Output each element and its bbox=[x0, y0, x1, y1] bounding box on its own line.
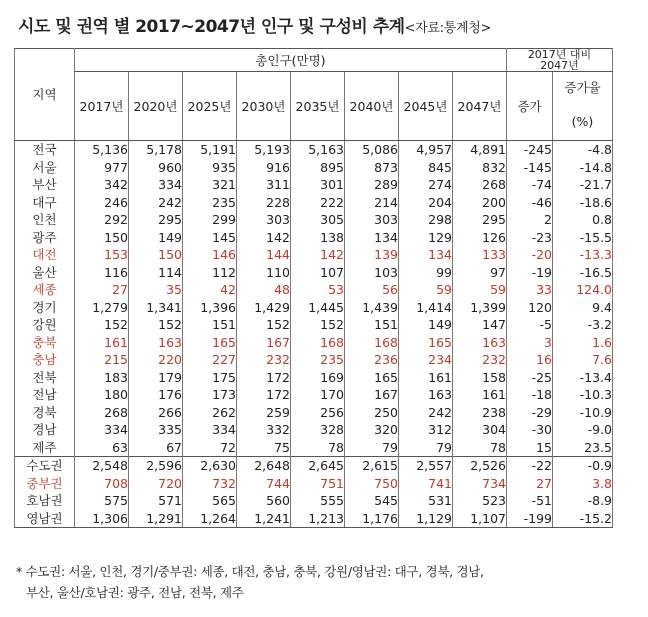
increase-cell: -22 bbox=[507, 457, 553, 475]
value-cell: 977 bbox=[75, 159, 129, 177]
value-cell: 168 bbox=[345, 334, 399, 352]
increase-cell: -245 bbox=[507, 141, 553, 159]
header-year-2017: 2017년 bbox=[75, 72, 129, 141]
value-cell: 1,414 bbox=[399, 299, 453, 317]
rate-cell: -13.4 bbox=[553, 369, 613, 387]
value-cell: 2,557 bbox=[399, 457, 453, 475]
region-cell: 호남권 bbox=[15, 492, 75, 510]
value-cell: 259 bbox=[237, 404, 291, 422]
value-cell: 708 bbox=[75, 475, 129, 493]
value-cell: 4,957 bbox=[399, 141, 453, 159]
rate-cell: -15.5 bbox=[553, 229, 613, 247]
value-cell: 172 bbox=[237, 386, 291, 404]
increase-cell: -29 bbox=[507, 404, 553, 422]
table-row bbox=[15, 475, 613, 493]
value-cell: 895 bbox=[291, 159, 345, 177]
value-cell: 129 bbox=[399, 229, 453, 247]
value-cell: 139 bbox=[345, 246, 399, 264]
value-cell: 1,213 bbox=[291, 510, 345, 528]
value-cell: 311 bbox=[237, 176, 291, 194]
region-cell: 서울 bbox=[15, 159, 75, 177]
value-cell: 268 bbox=[75, 404, 129, 422]
value-cell: 5,193 bbox=[237, 141, 291, 159]
value-cell: 250 bbox=[345, 404, 399, 422]
value-cell: 960 bbox=[129, 159, 183, 177]
header-year-2047: 2047년 bbox=[453, 72, 507, 141]
header-year-2025: 2025년 bbox=[183, 72, 237, 141]
value-cell: 242 bbox=[399, 404, 453, 422]
value-cell: 99 bbox=[399, 264, 453, 282]
value-cell: 320 bbox=[345, 421, 399, 439]
value-cell: 295 bbox=[453, 211, 507, 229]
value-cell: 145 bbox=[183, 229, 237, 247]
value-cell: 114 bbox=[129, 264, 183, 282]
value-cell: 732 bbox=[183, 475, 237, 493]
rate-cell: -10.9 bbox=[553, 404, 613, 422]
value-cell: 220 bbox=[129, 351, 183, 369]
region-cell: 충북 bbox=[15, 334, 75, 352]
value-cell: 334 bbox=[75, 421, 129, 439]
value-cell: 126 bbox=[453, 229, 507, 247]
value-cell: 304 bbox=[453, 421, 507, 439]
value-cell: 1,399 bbox=[453, 299, 507, 317]
value-cell: 2,548 bbox=[75, 457, 129, 475]
value-cell: 144 bbox=[237, 246, 291, 264]
value-cell: 266 bbox=[129, 404, 183, 422]
value-cell: 133 bbox=[453, 246, 507, 264]
value-cell: 274 bbox=[399, 176, 453, 194]
value-cell: 565 bbox=[183, 492, 237, 510]
value-cell: 146 bbox=[183, 246, 237, 264]
value-cell: 1,429 bbox=[237, 299, 291, 317]
value-cell: 560 bbox=[237, 492, 291, 510]
table-row bbox=[15, 281, 613, 299]
value-cell: 75 bbox=[237, 439, 291, 457]
table-row bbox=[15, 316, 613, 334]
value-cell: 152 bbox=[75, 316, 129, 334]
value-cell: 935 bbox=[183, 159, 237, 177]
footnote-line-1: * 수도권: 서울, 인천, 경기/중부권: 세종, 대전, 충남, 충북, 강원/영남권: 대구, 경북, 경남, bbox=[16, 564, 484, 579]
value-cell: 741 bbox=[399, 475, 453, 493]
increase-cell: 27 bbox=[507, 475, 553, 493]
rate-cell: -8.9 bbox=[553, 492, 613, 510]
footnote bbox=[16, 561, 636, 603]
increase-cell: -145 bbox=[507, 159, 553, 177]
value-cell: 4,891 bbox=[453, 141, 507, 159]
rate-cell: -9.0 bbox=[553, 421, 613, 439]
value-cell: 750 bbox=[345, 475, 399, 493]
increase-cell: -25 bbox=[507, 369, 553, 387]
header-year-2020: 2020년 bbox=[129, 72, 183, 141]
region-cell: 대전 bbox=[15, 246, 75, 264]
value-cell: 59 bbox=[399, 281, 453, 299]
rate-cell: 3.8 bbox=[553, 475, 613, 493]
table-row bbox=[15, 404, 613, 422]
value-cell: 1,107 bbox=[453, 510, 507, 528]
value-cell: 147 bbox=[453, 316, 507, 334]
value-cell: 1,396 bbox=[183, 299, 237, 317]
value-cell: 215 bbox=[75, 351, 129, 369]
region-cell: 전남 bbox=[15, 386, 75, 404]
value-cell: 204 bbox=[399, 194, 453, 212]
table-row bbox=[15, 457, 613, 475]
value-cell: 152 bbox=[237, 316, 291, 334]
value-cell: 334 bbox=[183, 421, 237, 439]
table-row bbox=[15, 510, 613, 528]
value-cell: 170 bbox=[291, 386, 345, 404]
value-cell: 751 bbox=[291, 475, 345, 493]
region-cell: 경북 bbox=[15, 404, 75, 422]
value-cell: 168 bbox=[291, 334, 345, 352]
header-increase: 증가 bbox=[507, 72, 553, 141]
rate-cell: 1.6 bbox=[553, 334, 613, 352]
increase-cell: -5 bbox=[507, 316, 553, 334]
value-cell: 238 bbox=[453, 404, 507, 422]
value-cell: 916 bbox=[237, 159, 291, 177]
value-cell: 103 bbox=[345, 264, 399, 282]
value-cell: 5,163 bbox=[291, 141, 345, 159]
value-cell: 292 bbox=[75, 211, 129, 229]
value-cell: 246 bbox=[75, 194, 129, 212]
table-row bbox=[15, 211, 613, 229]
value-cell: 27 bbox=[75, 281, 129, 299]
table-row bbox=[15, 194, 613, 212]
value-cell: 72 bbox=[183, 439, 237, 457]
value-cell: 175 bbox=[183, 369, 237, 387]
value-cell: 256 bbox=[291, 404, 345, 422]
footnote-line-2: 부산, 울산/호남권: 광주, 전남, 전북, 제주 bbox=[26, 585, 244, 600]
value-cell: 235 bbox=[291, 351, 345, 369]
value-cell: 151 bbox=[345, 316, 399, 334]
increase-cell: -199 bbox=[507, 510, 553, 528]
value-cell: 172 bbox=[237, 369, 291, 387]
header-rate: 증가율 bbox=[553, 72, 613, 104]
value-cell: 301 bbox=[291, 176, 345, 194]
value-cell: 575 bbox=[75, 492, 129, 510]
value-cell: 107 bbox=[291, 264, 345, 282]
increase-cell: -20 bbox=[507, 246, 553, 264]
header-year-2035: 2035년 bbox=[291, 72, 345, 141]
value-cell: 5,136 bbox=[75, 141, 129, 159]
region-cell: 인천 bbox=[15, 211, 75, 229]
region-cell: 경기 bbox=[15, 299, 75, 317]
value-cell: 2,526 bbox=[453, 457, 507, 475]
increase-cell: 33 bbox=[507, 281, 553, 299]
region-cell: 전북 bbox=[15, 369, 75, 387]
increase-cell: 3 bbox=[507, 334, 553, 352]
table-row bbox=[15, 334, 613, 352]
value-cell: 222 bbox=[291, 194, 345, 212]
rate-cell: 9.4 bbox=[553, 299, 613, 317]
value-cell: 873 bbox=[345, 159, 399, 177]
value-cell: 1,306 bbox=[75, 510, 129, 528]
value-cell: 235 bbox=[183, 194, 237, 212]
increase-cell: -51 bbox=[507, 492, 553, 510]
increase-cell: -18 bbox=[507, 386, 553, 404]
value-cell: 5,191 bbox=[183, 141, 237, 159]
value-cell: 242 bbox=[129, 194, 183, 212]
value-cell: 228 bbox=[237, 194, 291, 212]
value-cell: 1,241 bbox=[237, 510, 291, 528]
value-cell: 150 bbox=[75, 229, 129, 247]
table-row bbox=[15, 386, 613, 404]
value-cell: 173 bbox=[183, 386, 237, 404]
value-cell: 167 bbox=[345, 386, 399, 404]
value-cell: 234 bbox=[399, 351, 453, 369]
table-row bbox=[15, 159, 613, 177]
value-cell: 200 bbox=[453, 194, 507, 212]
region-cell: 대구 bbox=[15, 194, 75, 212]
value-cell: 79 bbox=[399, 439, 453, 457]
value-cell: 165 bbox=[183, 334, 237, 352]
rate-cell: -3.2 bbox=[553, 316, 613, 334]
value-cell: 232 bbox=[237, 351, 291, 369]
rate-cell: -18.6 bbox=[553, 194, 613, 212]
rate-cell: 23.5 bbox=[553, 439, 613, 457]
value-cell: 42 bbox=[183, 281, 237, 299]
value-cell: 832 bbox=[453, 159, 507, 177]
rate-cell: -16.5 bbox=[553, 264, 613, 282]
value-cell: 163 bbox=[453, 334, 507, 352]
value-cell: 176 bbox=[129, 386, 183, 404]
table-row bbox=[15, 299, 613, 317]
value-cell: 79 bbox=[345, 439, 399, 457]
population-table bbox=[14, 48, 613, 528]
rate-cell: 7.6 bbox=[553, 351, 613, 369]
value-cell: 332 bbox=[237, 421, 291, 439]
increase-cell: 16 bbox=[507, 351, 553, 369]
header-compare-text: 2017년 대비 2047년 bbox=[527, 48, 592, 72]
region-cell: 수도권 bbox=[15, 457, 75, 475]
value-cell: 1,341 bbox=[129, 299, 183, 317]
value-cell: 165 bbox=[399, 334, 453, 352]
value-cell: 150 bbox=[129, 246, 183, 264]
value-cell: 183 bbox=[75, 369, 129, 387]
value-cell: 5,178 bbox=[129, 141, 183, 159]
table-row bbox=[15, 369, 613, 387]
value-cell: 67 bbox=[129, 439, 183, 457]
region-cell: 경남 bbox=[15, 421, 75, 439]
table-row bbox=[15, 176, 613, 194]
value-cell: 545 bbox=[345, 492, 399, 510]
value-cell: 161 bbox=[453, 386, 507, 404]
rate-cell: -0.9 bbox=[553, 457, 613, 475]
region-cell: 부산 bbox=[15, 176, 75, 194]
title-main: 시도 및 권역 별 2017~2047년 인구 및 구성비 추계 bbox=[18, 17, 405, 37]
value-cell: 531 bbox=[399, 492, 453, 510]
value-cell: 165 bbox=[345, 369, 399, 387]
region-cell: 제주 bbox=[15, 439, 75, 457]
value-cell: 5,086 bbox=[345, 141, 399, 159]
value-cell: 262 bbox=[183, 404, 237, 422]
region-cell: 울산 bbox=[15, 264, 75, 282]
value-cell: 180 bbox=[75, 386, 129, 404]
title-source: <자료:통계청> bbox=[404, 21, 492, 36]
value-cell: 163 bbox=[399, 386, 453, 404]
table-body bbox=[15, 141, 613, 528]
value-cell: 2,645 bbox=[291, 457, 345, 475]
value-cell: 158 bbox=[453, 369, 507, 387]
value-cell: 845 bbox=[399, 159, 453, 177]
increase-cell: -19 bbox=[507, 264, 553, 282]
value-cell: 1,279 bbox=[75, 299, 129, 317]
value-cell: 112 bbox=[183, 264, 237, 282]
region-cell: 충남 bbox=[15, 351, 75, 369]
region-cell: 세종 bbox=[15, 281, 75, 299]
value-cell: 236 bbox=[345, 351, 399, 369]
value-cell: 1,445 bbox=[291, 299, 345, 317]
increase-cell: 2 bbox=[507, 211, 553, 229]
value-cell: 2,596 bbox=[129, 457, 183, 475]
value-cell: 53 bbox=[291, 281, 345, 299]
value-cell: 149 bbox=[399, 316, 453, 334]
value-cell: 523 bbox=[453, 492, 507, 510]
value-cell: 163 bbox=[129, 334, 183, 352]
value-cell: 153 bbox=[75, 246, 129, 264]
value-cell: 169 bbox=[291, 369, 345, 387]
value-cell: 167 bbox=[237, 334, 291, 352]
value-cell: 312 bbox=[399, 421, 453, 439]
value-cell: 232 bbox=[453, 351, 507, 369]
value-cell: 142 bbox=[237, 229, 291, 247]
table-row bbox=[15, 264, 613, 282]
value-cell: 161 bbox=[399, 369, 453, 387]
value-cell: 35 bbox=[129, 281, 183, 299]
value-cell: 63 bbox=[75, 439, 129, 457]
value-cell: 1,264 bbox=[183, 510, 237, 528]
value-cell: 298 bbox=[399, 211, 453, 229]
value-cell: 78 bbox=[291, 439, 345, 457]
increase-cell: 15 bbox=[507, 439, 553, 457]
value-cell: 1,129 bbox=[399, 510, 453, 528]
value-cell: 142 bbox=[291, 246, 345, 264]
header-region: 지역 bbox=[15, 49, 75, 141]
value-cell: 78 bbox=[453, 439, 507, 457]
value-cell: 734 bbox=[453, 475, 507, 493]
region-cell: 전국 bbox=[15, 141, 75, 159]
value-cell: 744 bbox=[237, 475, 291, 493]
value-cell: 289 bbox=[345, 176, 399, 194]
value-cell: 110 bbox=[237, 264, 291, 282]
value-cell: 299 bbox=[183, 211, 237, 229]
increase-cell: 120 bbox=[507, 299, 553, 317]
increase-cell: -30 bbox=[507, 421, 553, 439]
value-cell: 116 bbox=[75, 264, 129, 282]
increase-cell: -23 bbox=[507, 229, 553, 247]
table-row bbox=[15, 229, 613, 247]
value-cell: 305 bbox=[291, 211, 345, 229]
value-cell: 321 bbox=[183, 176, 237, 194]
value-cell: 555 bbox=[291, 492, 345, 510]
value-cell: 720 bbox=[129, 475, 183, 493]
header-year-2045: 2045년 bbox=[399, 72, 453, 141]
header-rate-unit: (%) bbox=[553, 103, 613, 140]
rate-cell: -15.2 bbox=[553, 510, 613, 528]
rate-cell: 124.0 bbox=[553, 281, 613, 299]
value-cell: 179 bbox=[129, 369, 183, 387]
value-cell: 149 bbox=[129, 229, 183, 247]
increase-cell: -74 bbox=[507, 176, 553, 194]
rate-cell: -4.8 bbox=[553, 141, 613, 159]
table-row bbox=[15, 246, 613, 264]
value-cell: 2,630 bbox=[183, 457, 237, 475]
value-cell: 152 bbox=[129, 316, 183, 334]
region-cell: 강원 bbox=[15, 316, 75, 334]
table-row bbox=[15, 492, 613, 510]
value-cell: 48 bbox=[237, 281, 291, 299]
value-cell: 2,615 bbox=[345, 457, 399, 475]
value-cell: 161 bbox=[75, 334, 129, 352]
value-cell: 59 bbox=[453, 281, 507, 299]
value-cell: 1,291 bbox=[129, 510, 183, 528]
value-cell: 303 bbox=[345, 211, 399, 229]
table-row bbox=[15, 439, 613, 457]
header-compare bbox=[507, 49, 613, 72]
value-cell: 1,439 bbox=[345, 299, 399, 317]
value-cell: 2,648 bbox=[237, 457, 291, 475]
rate-cell: -10.3 bbox=[553, 386, 613, 404]
value-cell: 342 bbox=[75, 176, 129, 194]
value-cell: 97 bbox=[453, 264, 507, 282]
rate-cell: -14.8 bbox=[553, 159, 613, 177]
rate-cell: 0.8 bbox=[553, 211, 613, 229]
value-cell: 214 bbox=[345, 194, 399, 212]
header-year-2030: 2030년 bbox=[237, 72, 291, 141]
value-cell: 138 bbox=[291, 229, 345, 247]
rate-cell: -21.7 bbox=[553, 176, 613, 194]
value-cell: 227 bbox=[183, 351, 237, 369]
value-cell: 134 bbox=[399, 246, 453, 264]
rate-cell: -13.3 bbox=[553, 246, 613, 264]
region-cell: 광주 bbox=[15, 229, 75, 247]
value-cell: 152 bbox=[291, 316, 345, 334]
region-cell: 중부권 bbox=[15, 475, 75, 493]
header-year-2040: 2040년 bbox=[345, 72, 399, 141]
value-cell: 571 bbox=[129, 492, 183, 510]
value-cell: 334 bbox=[129, 176, 183, 194]
value-cell: 151 bbox=[183, 316, 237, 334]
region-cell: 영남권 bbox=[15, 510, 75, 528]
value-cell: 303 bbox=[237, 211, 291, 229]
header-total-pop: 총인구(만명) bbox=[75, 49, 507, 72]
value-cell: 1,176 bbox=[345, 510, 399, 528]
value-cell: 56 bbox=[345, 281, 399, 299]
table-row bbox=[15, 351, 613, 369]
value-cell: 134 bbox=[345, 229, 399, 247]
increase-cell: -46 bbox=[507, 194, 553, 212]
value-cell: 335 bbox=[129, 421, 183, 439]
table-row bbox=[15, 421, 613, 439]
table-row bbox=[15, 141, 613, 159]
value-cell: 295 bbox=[129, 211, 183, 229]
table-title bbox=[18, 14, 491, 40]
value-cell: 328 bbox=[291, 421, 345, 439]
value-cell: 268 bbox=[453, 176, 507, 194]
